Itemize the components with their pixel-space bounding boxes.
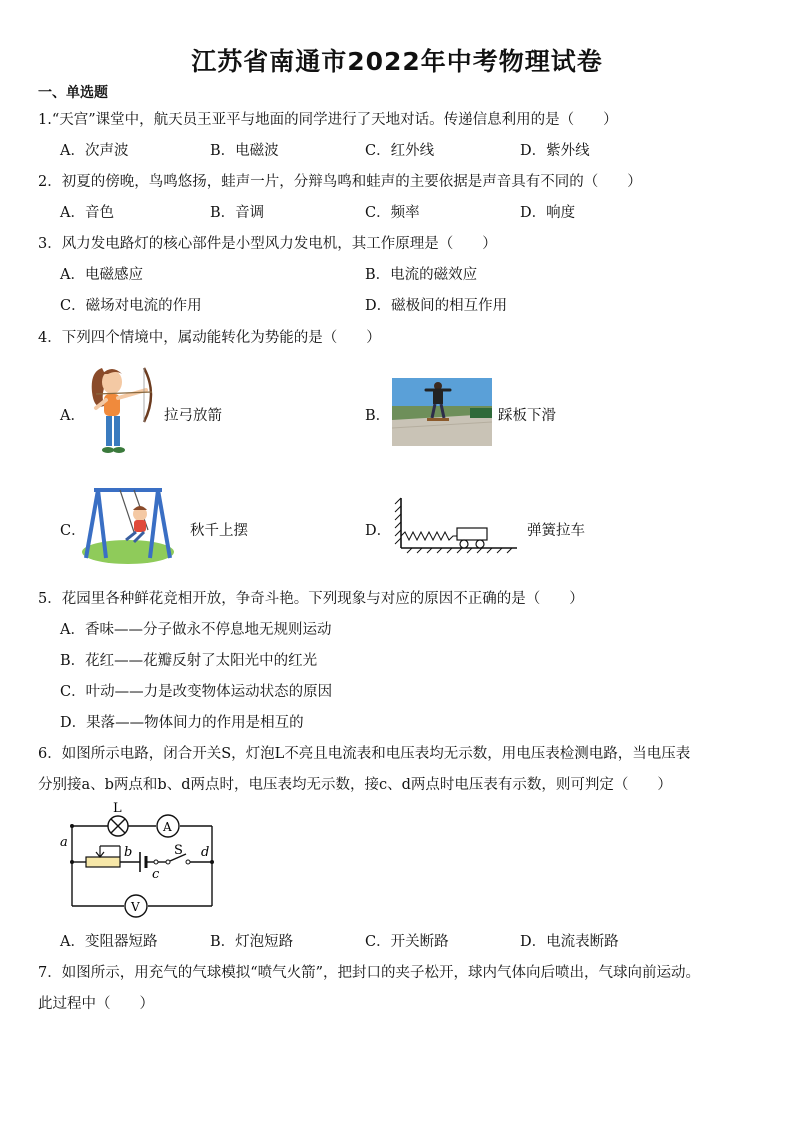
question-4-caption-b: 踩板下滑 xyxy=(498,408,556,424)
archer-girl-illustration xyxy=(82,362,158,460)
question-4-option-d[interactable]: D． xyxy=(365,523,392,539)
question-5-option-d[interactable]: D．果落——物体间力的作用是相互的 xyxy=(60,715,304,731)
question-2-option-c[interactable]: C．频率 xyxy=(365,205,420,221)
question-1-option-b[interactable]: B．电磁波 xyxy=(210,143,279,159)
point-d-label: d xyxy=(201,845,210,860)
question-7-stem-line1: 7．如图所示，用充气的气球模拟“喷气火箭”，把封口的夹子松开，球内气体向后喷出，气球向前运动。 xyxy=(38,965,701,981)
switch-label: S xyxy=(174,843,183,858)
question-1-option-a[interactable]: A．次声波 xyxy=(60,143,129,159)
question-2-option-d[interactable]: D．响度 xyxy=(520,205,576,221)
question-3-option-d[interactable]: D．磁极间的相互作用 xyxy=(365,298,508,314)
page-title: 江苏省南通市2022年中考物理试卷 xyxy=(191,47,603,76)
question-6-option-a[interactable]: A．变阻器短路 xyxy=(60,934,158,950)
point-a-label: a xyxy=(60,835,68,850)
question-4-caption-a: 拉弓放箭 xyxy=(164,408,222,424)
question-6-stem-line2: 分别接a、b两点和b、d两点时，电压表均无示数，接c、d两点时电压表有示数，则可判定（ ） xyxy=(38,777,672,793)
question-5-stem: 5．花园里各种鲜花竞相开放，争奇斗艳。下列现象与对应的原因不正确的是（ ） xyxy=(38,591,584,607)
point-c-label: c xyxy=(152,867,160,882)
swing-illustration xyxy=(78,486,178,566)
question-3-stem: 3．风力发电路灯的核心部件是小型风力发电机，其工作原理是（ ） xyxy=(38,236,497,252)
question-6-option-c[interactable]: C．开关断路 xyxy=(365,934,449,950)
question-4-option-a[interactable]: A． xyxy=(60,408,85,424)
question-2-option-b[interactable]: B．音调 xyxy=(210,205,265,221)
question-4-option-b[interactable]: B． xyxy=(365,408,391,424)
question-4-option-c[interactable]: C． xyxy=(60,523,86,539)
spring-cart-diagram xyxy=(393,496,519,554)
question-1-option-d[interactable]: D．紫外线 xyxy=(520,143,590,159)
question-3-option-a[interactable]: A．电磁感应 xyxy=(60,267,143,283)
question-5-option-c[interactable]: C．叶动——力是改变物体运动状态的原因 xyxy=(60,684,333,700)
question-4-stem: 4．下列四个情境中，属动能转化为势能的是（ ） xyxy=(38,330,381,346)
question-6-option-d[interactable]: D．电流表断路 xyxy=(520,934,619,950)
point-b-label: b xyxy=(124,845,133,860)
question-1-stem: 1.“天宫”课堂中，航天员王亚平与地面的同学进行了天地对话。传递信息利用的是（ ） xyxy=(38,112,618,128)
voltmeter-label: V xyxy=(131,900,140,914)
section-heading: 一、单选题 xyxy=(38,85,108,101)
skateboard-photo xyxy=(392,378,492,446)
question-2-stem: 2．初夏的傍晚，鸟鸣悠扬，蛙声一片，分辩鸟鸣和蛙声的主要依据是声音具有不同的（ ） xyxy=(38,174,642,190)
question-2-option-a[interactable]: A．音色 xyxy=(60,205,114,221)
question-3-option-b[interactable]: B．电流的磁效应 xyxy=(365,267,478,283)
question-3-option-c[interactable]: C．磁场对电流的作用 xyxy=(60,298,202,314)
question-4-caption-c: 秋千上摆 xyxy=(190,523,248,539)
question-1-option-c[interactable]: C．红外线 xyxy=(365,143,435,159)
question-6-stem-line1: 6．如图所示电路，闭合开关S，灯泡L不亮且电流表和电压表均无示数，用电压表检测电路，当电压表 xyxy=(38,746,691,762)
question-5-option-b[interactable]: B．花红——花瓣反射了太阳光中的红光 xyxy=(60,653,318,669)
ammeter-label: A xyxy=(163,820,172,834)
question-5-option-a[interactable]: A．香味——分子做永不停息地无规则运动 xyxy=(60,622,332,638)
circuit-diagram xyxy=(56,796,224,920)
lamp-label: L xyxy=(113,801,122,816)
question-7-stem-line2: 此过程中（ ） xyxy=(38,996,154,1012)
question-4-caption-d: 弹簧拉车 xyxy=(527,523,585,539)
question-6-option-b[interactable]: B．灯泡短路 xyxy=(210,934,294,950)
